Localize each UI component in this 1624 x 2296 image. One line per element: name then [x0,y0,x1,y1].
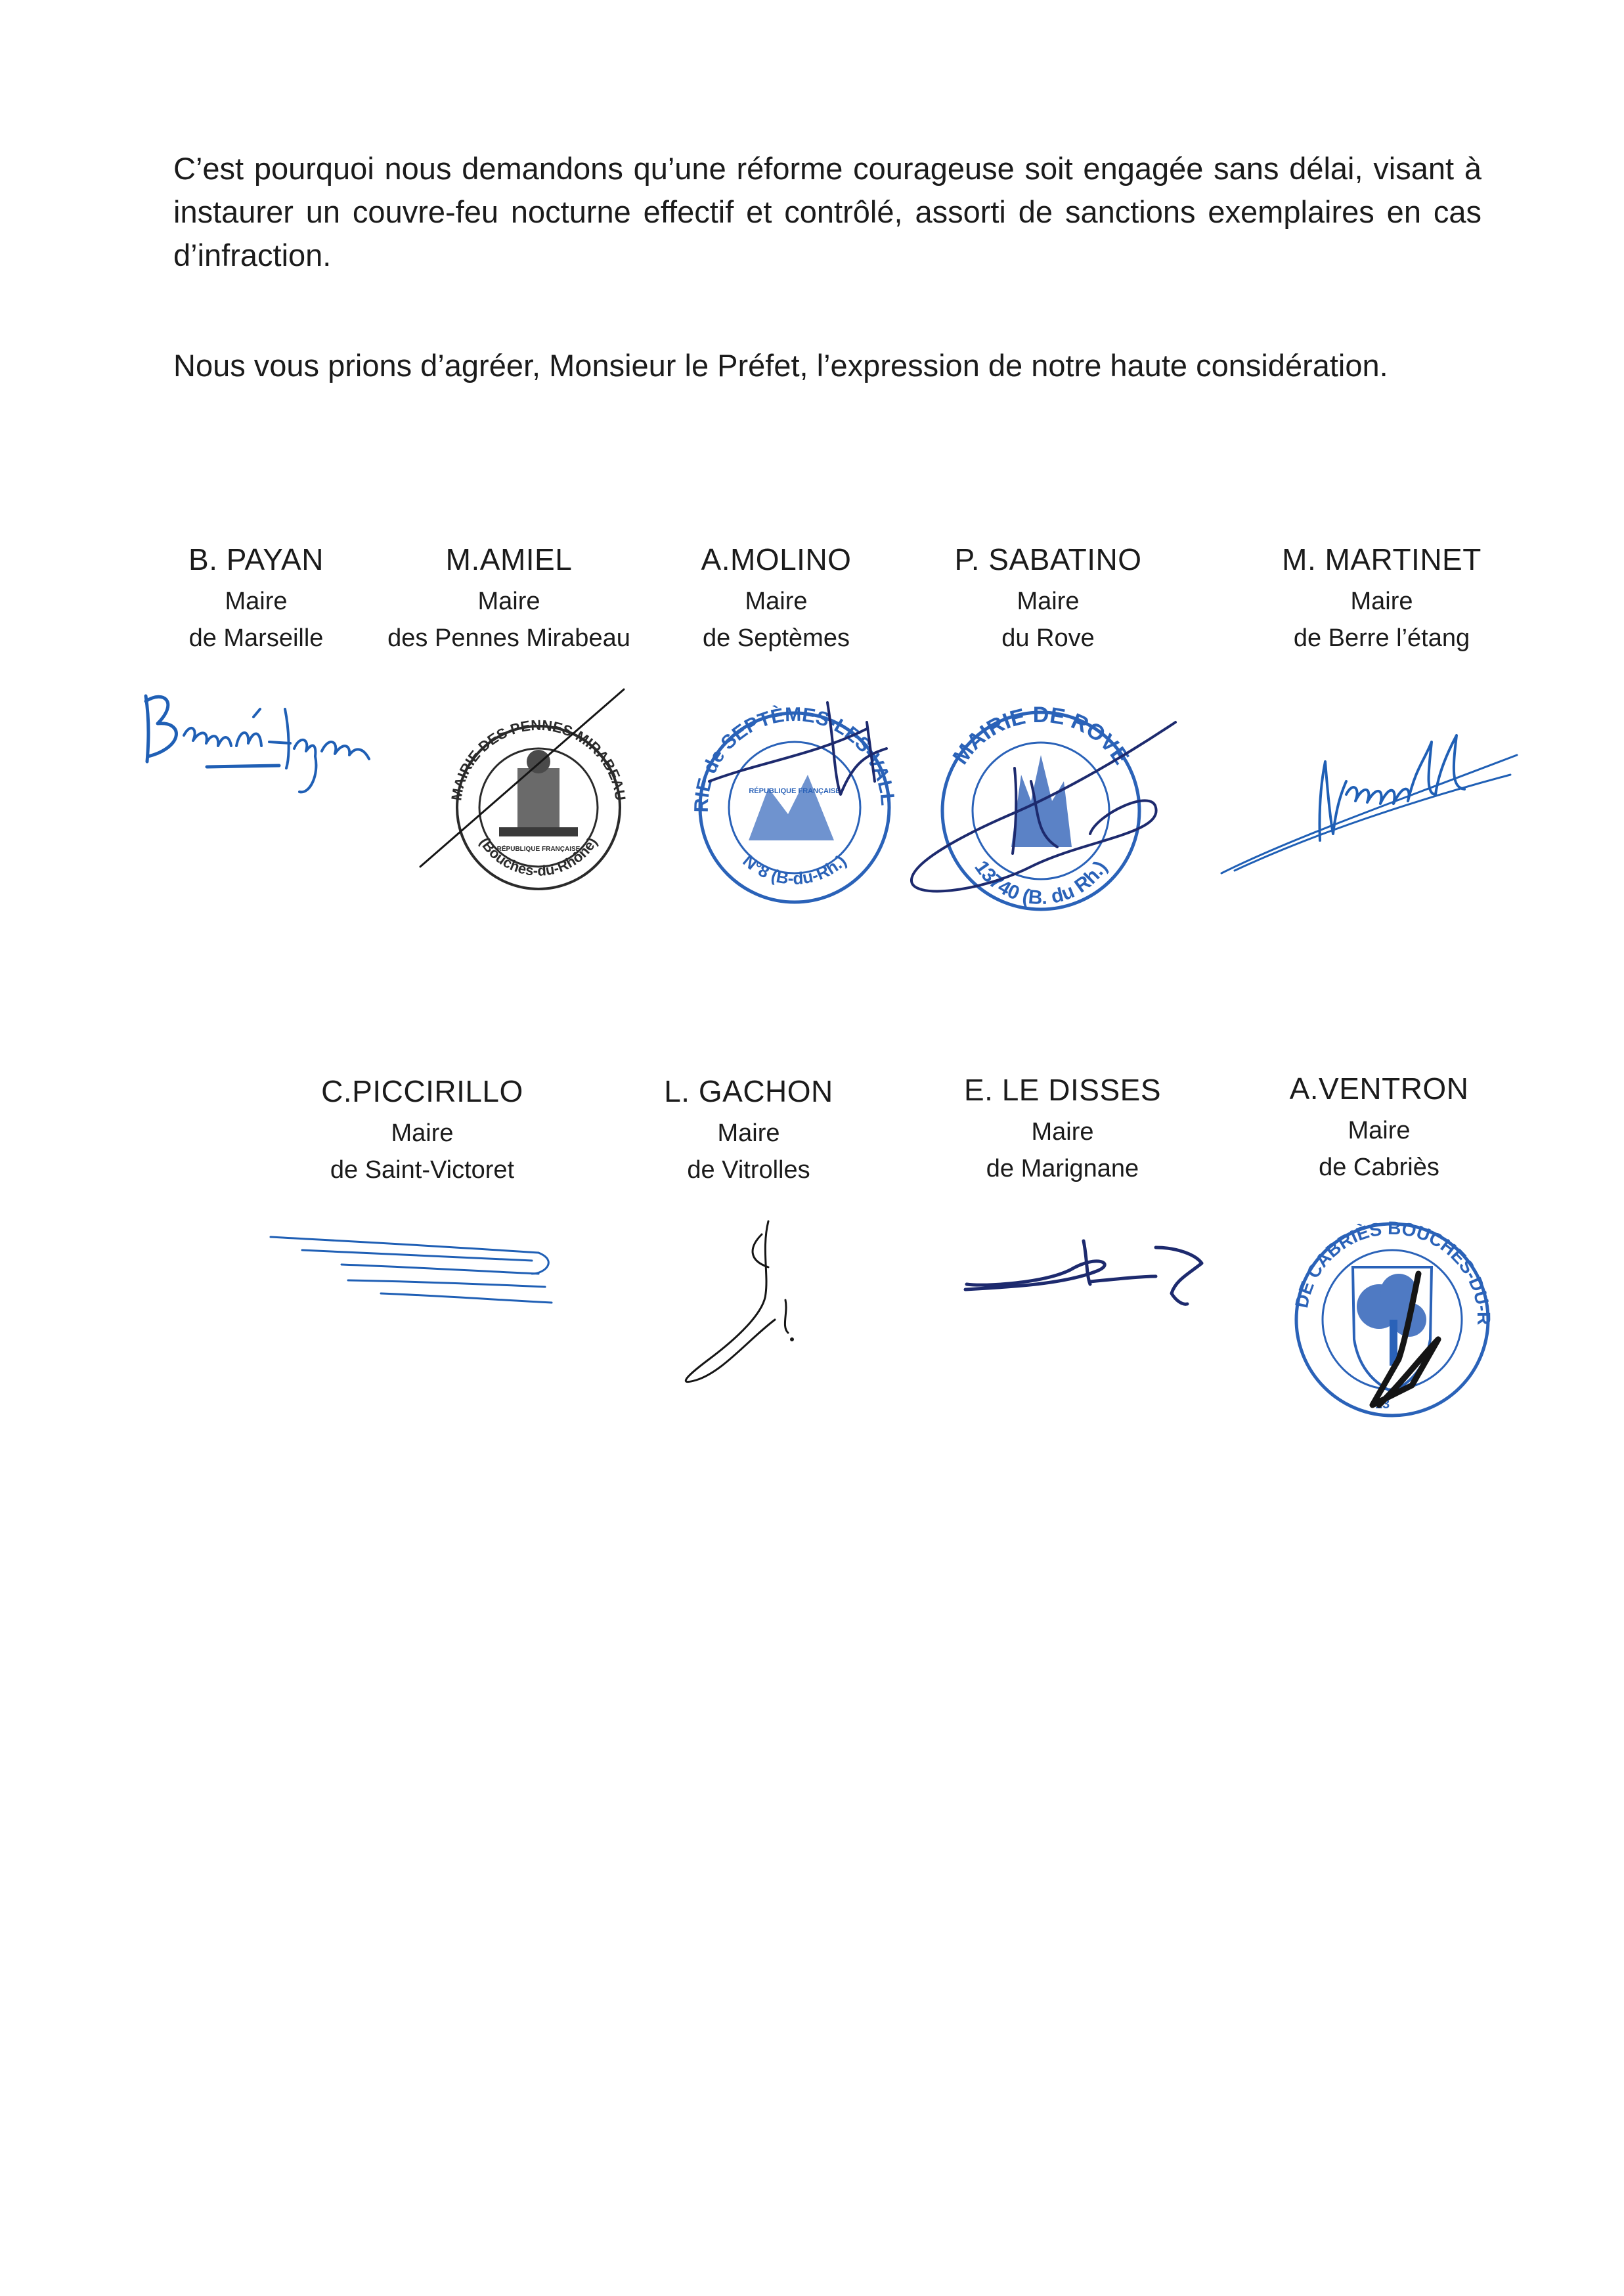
stamp-text: RÉPUBLIQUE FRANÇAISE [496,846,581,853]
signatory-name: B. PAYAN [188,542,324,576]
signatory-ventron [1235,1069,1524,1186]
signatory-le-disses [918,1070,1207,1187]
closing-paragraph-reform: C’est pourquoi nous demandons qu’une réforme courageuse soit engagée sans délai, visant à instaurer un couvre-feu nocturne effectif et contrôlé, assorti de sanctions exemplaires en cas d’infraction. [173,151,1481,272]
signatory-role: Maire [1017,588,1080,615]
signatory-gachon [604,1072,893,1188]
svg-text:N°8 (B-du-Rh.) [739,851,850,888]
town-hall-stamp-rove [900,683,1182,939]
town-hall-stamp-pennes-mirabeau [407,676,657,899]
signatory-name: M. MARTINET [1282,542,1481,576]
signatory-piccirillo [278,1072,567,1188]
stamp-text: (Bouches-du-Rhône) [476,834,601,879]
stamp-text: MAIRIE DE ROVE [948,702,1134,769]
signatory-commune: de Vitrolles [687,1156,810,1184]
signatory-commune: de Marignane [986,1155,1139,1182]
signatory-name: M.AMIEL [445,542,573,576]
stamp-text: MAIRIE DES PENNES-MIRABEAU [448,716,629,802]
stamp-text: 13740 (B. du Rh.) [970,857,1112,909]
signatory-commune: de Septèmes [703,624,850,652]
signatory-role: Maire [745,588,808,615]
signatory-commune: de Berre l’étang [1293,624,1470,652]
stamp-text: 13 [1374,1397,1390,1412]
handwritten-signature-gachon [670,1208,841,1392]
signatory-commune: des Pennes Mirabeau [387,624,630,652]
stamp-text: RÉPUBLIQUE FRANÇAISE [749,787,841,795]
svg-text:(Bouches-du-Rhône) [477,834,601,879]
signatory-commune: du Rove [1001,624,1095,652]
signatory-molino [632,540,921,657]
closing-paragraph-courtesy: Nous vous prions d’agréer, Monsieur le Préfet, l’expression de notre haute considération. [173,348,1388,383]
town-hall-stamp-cabries [1273,1192,1504,1444]
handwritten-signature-martinet [1215,716,1524,886]
signatory-role: Maire [391,1119,454,1147]
signatory-amiel [364,540,653,657]
signatory-role: Maire [225,588,288,615]
signatory-commune: de Marseille [188,624,324,652]
town-hall-stamp-septemes [661,666,919,932]
signatory-name: A.MOLINO [701,542,852,576]
signatory-role: Maire [717,1119,780,1147]
signatory-payan [112,540,401,657]
stamp-text: N°8 (B-du-Rh.) [739,850,850,888]
handwritten-signature-payan [138,683,387,801]
handwritten-signature-piccirillo [263,1221,565,1313]
signatory-role: Maire [1350,588,1413,615]
stamp-text: MAIRIE de SEPTÈMES-LES-VALLONS [661,666,899,813]
signatory-name: L. GACHON [664,1074,833,1108]
signatory-name: P. SABATINO [954,542,1142,576]
signatory-sabatino [904,540,1193,657]
handwritten-signature-le-disses [959,1221,1221,1313]
signatory-commune: de Saint-Victoret [330,1156,515,1184]
signatory-martinet [1237,540,1526,657]
signatory-role: Maire [477,588,540,615]
signatory-commune: de Cabriès [1319,1154,1439,1181]
signatory-name: A.VENTRON [1289,1072,1469,1106]
signatory-role: Maire [1348,1117,1411,1144]
signatory-role: Maire [1031,1118,1094,1146]
signatory-name: C.PICCIRILLO [321,1074,523,1108]
stamp-text: MAIRIE DE CABRIÈS BOUCHES-DU-RHÔNE [1273,1192,1495,1326]
signatory-name: E. LE DISSES [963,1073,1161,1107]
